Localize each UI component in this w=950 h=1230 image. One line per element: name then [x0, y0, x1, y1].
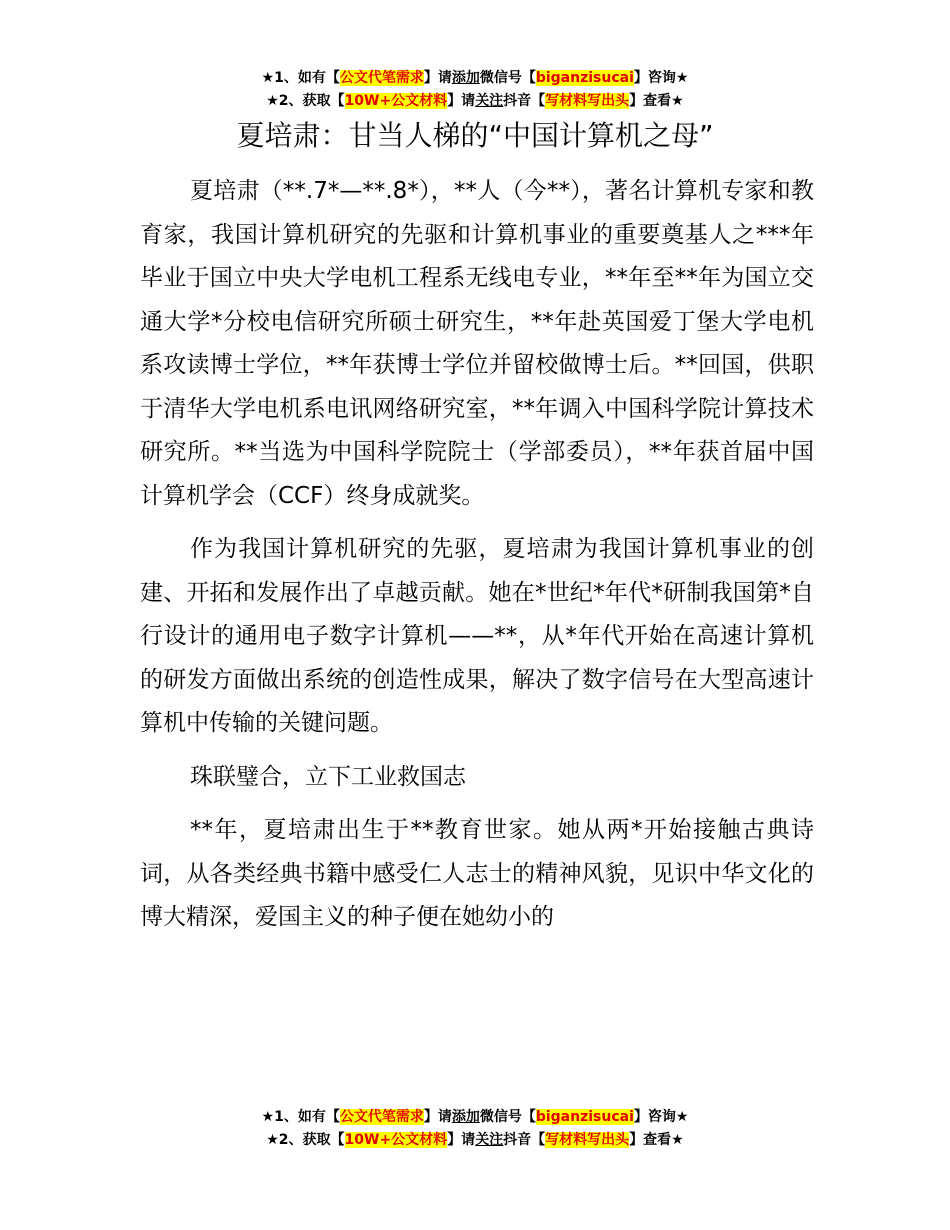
banner-text: 微信号【 — [479, 1109, 536, 1125]
document-body — [140, 170, 814, 950]
banner-text: ★1、如有【 — [261, 70, 340, 86]
banner-line-2 — [0, 1129, 950, 1152]
banner-highlight: 写材料写出头 — [545, 1132, 630, 1148]
banner-highlight: biganzisucai — [535, 1109, 634, 1125]
banner-text: 微信号【 — [479, 70, 536, 86]
banner-line-1 — [0, 67, 950, 90]
banner-highlight: 公文代笔需求 — [339, 1109, 424, 1125]
banner-text: ★2、获取【 — [266, 1132, 345, 1148]
banner-highlight: biganzisucai — [535, 70, 634, 86]
banner-emphasis: 添加 — [451, 1109, 480, 1125]
banner-text: 】请 — [423, 70, 452, 86]
banner-highlight: 写材料写出头 — [545, 93, 630, 109]
paragraph-3: **年，夏培肃出生于**教育世家。她从两*开始接触古典诗词，从各类经典书籍中感受仁人志士的精神风貌，见识中华文化的博大精深，爱国主义的种子便在她幼小的 — [140, 817, 814, 930]
banner-line-2 — [0, 90, 950, 113]
banner-emphasis: 关注 — [475, 1132, 504, 1148]
banner-text: 】查看★ — [629, 93, 684, 109]
section-heading: 珠联璧合，立下工业救国志 — [190, 763, 466, 790]
banner-text: 】请 — [423, 1109, 452, 1125]
banner-text: 】查看★ — [629, 1132, 684, 1148]
banner-text: 】咨询★ — [633, 1109, 689, 1125]
banner-emphasis: 添加 — [451, 70, 480, 86]
paragraph-1: 夏培肃（**.7*—**.8*），**人（今**），著名计算机专家和教育家，我国计算机研究的先驱和计算机事业的重要奠基人之***年毕业于国立中央大学电机工程系无线电专业，**年至**年为国立交通大学*分校电信研究所硕士研究生，**年赴英国爱丁堡大学电机系攻读博士学位，**年获博士学位并留校做博士后。**回国，供职于清华大学电机系电讯网络研究室，**年调入中国科学院计算技术研究所。**当选为中国科学院院士（学部委员），**年获首届中国计算机学会（CCF）终身成就奖。 — [140, 178, 814, 509]
banner-text: ★2、获取【 — [266, 93, 345, 109]
banner-text: 抖音【 — [503, 93, 546, 109]
banner-highlight: 10W+公文材料 — [344, 93, 448, 109]
header-banner — [0, 67, 950, 113]
footer-banner — [0, 1106, 950, 1152]
banner-highlight: 公文代笔需求 — [339, 70, 424, 86]
banner-text: ★1、如有【 — [261, 1109, 340, 1125]
document-title: 夏培肃：甘当人梯的“中国计算机之母” — [236, 119, 714, 152]
banner-emphasis: 关注 — [475, 93, 504, 109]
paragraph-2: 作为我国计算机研究的先驱，夏培肃为我国计算机事业的创建、开拓和发展作出了卓越贡献。她在*世纪*年代*研制我国第*自行设计的通用电子数字计算机——**，从*年代开始在高速计算机的研发方面做出系统的创造性成果，解决了数字信号在大型高速计算机中传输的关键问题。 — [140, 536, 814, 736]
banner-line-1 — [0, 1106, 950, 1129]
banner-highlight: 10W+公文材料 — [344, 1132, 448, 1148]
banner-text: 】请 — [447, 93, 476, 109]
banner-text: 抖音【 — [503, 1132, 546, 1148]
banner-text: 】请 — [447, 1132, 476, 1148]
banner-text: 】咨询★ — [633, 70, 689, 86]
